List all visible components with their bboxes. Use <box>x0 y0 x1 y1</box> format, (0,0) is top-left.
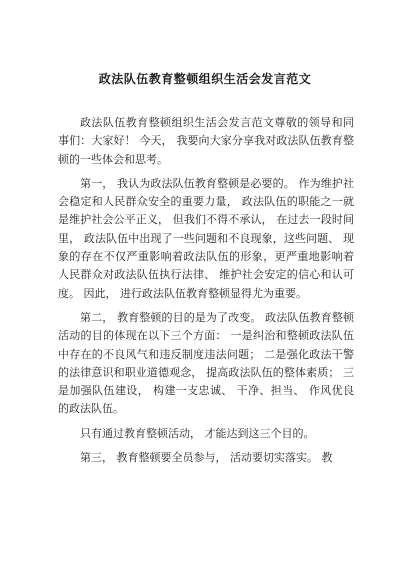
paragraph-third-point: 第三， 教育整顿要全员参与， 活动要切实落实。 教 <box>80 451 333 465</box>
document-title: 政法队伍教育整顿组织生活会发言范文 <box>98 72 312 86</box>
paragraph-first-point: 第一， 我认为政法队伍教育整顿是必要的。 作为维护社会稳定和人民群众安全的重要力量， 政法队伍的职能之一就是维护社会公平正义， 但我们不得不承认， 在过去一段时间里， 政法队伍中出现了一些问题和不良现象，这些问题、 现象的存在不仅严重影响着政法队伍的形象，更严重地影响着人民群众对政法队伍执行法律、 维护社会安定的信心和认可度。 因此， 进行政法队伍教育整顿显得尤为重要。 <box>58 176 354 300</box>
document-body <box>58 114 354 473</box>
paragraph-greeting: 政法队伍教育整顿组织生活会发言范文尊敬的领导和同事们：大家好！ 今天， 我要向大家分享我对政法队伍教育整顿的一些体会和思考。 <box>58 116 354 166</box>
paragraph-purpose-summary: 只有通过教育整顿活动， 才能达到这三个目的。 <box>80 426 315 440</box>
paragraph-second-point: 第二， 教育整顿的目的是为了改变。 政法队伍教育整顿活动的目的体现在以下三个方面： 一是纠治和整顿政法队伍中存在的不良风气和违反制度违法问题； 二是强化政法干警的法律意识和职业道德观念， 提高政法队伍的整体素质； 三是加强队伍建设， 构建一支忠诚、 干净、担当、 作风优良的政法队伍。 <box>58 310 354 416</box>
